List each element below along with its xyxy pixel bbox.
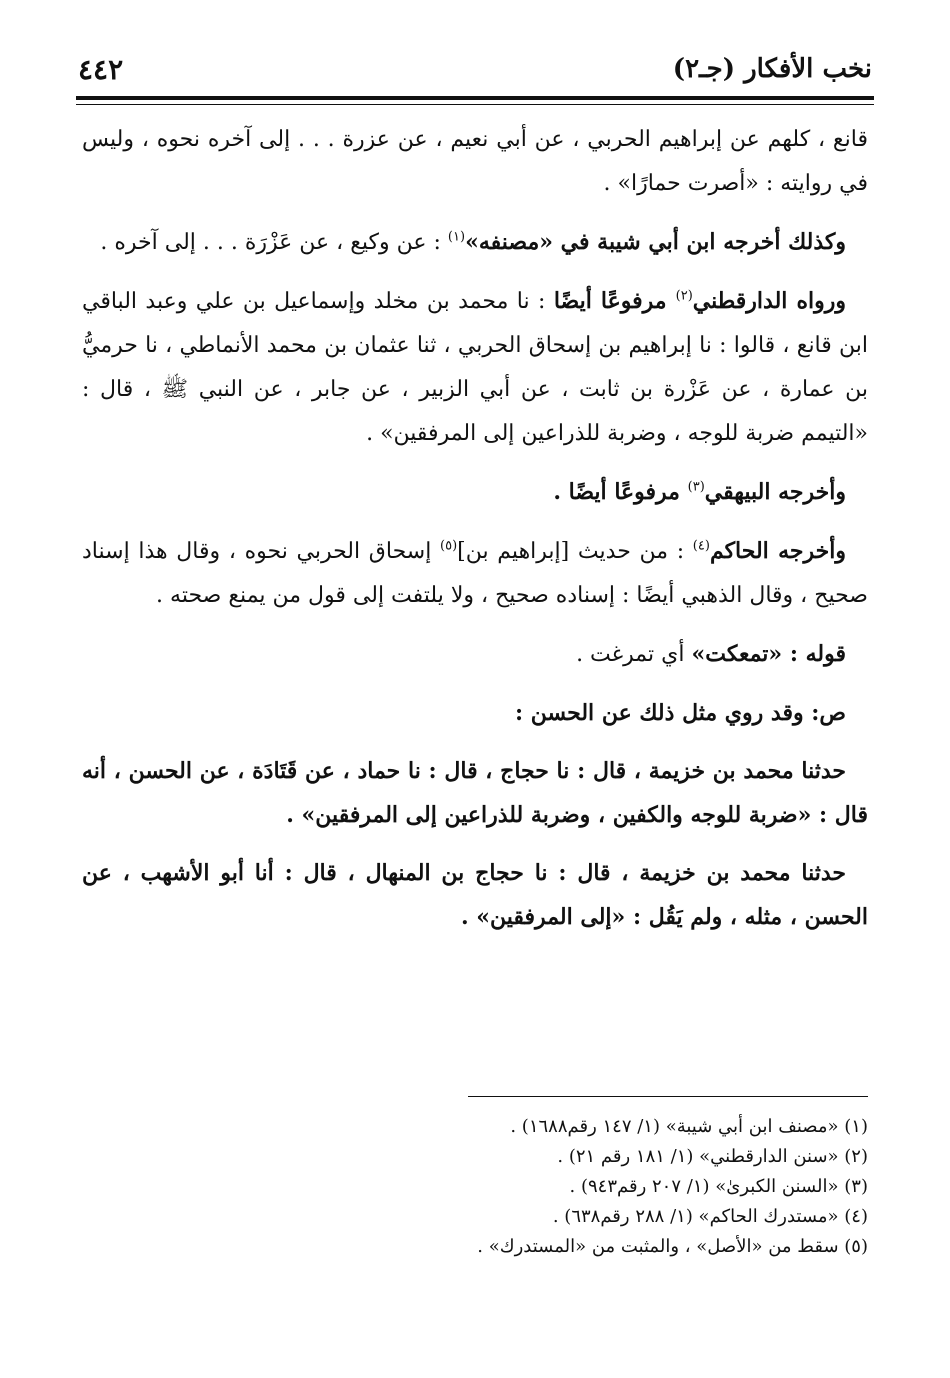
footnote-ref-5: (٥): [440, 538, 458, 554]
paragraph-1-text: قانع ، كلهم عن إبراهيم الحربي ، عن أبي نعيم ، عن عزرة . . . إلى آخره نحوه ، وليس في روايته : «أصرت حمارًا» .: [82, 127, 868, 196]
paragraph-2: [82, 220, 868, 265]
page-header: [78, 44, 872, 94]
paragraph-1: [82, 118, 868, 206]
paragraph-4: [82, 470, 868, 515]
paragraph-3-rest: : نا محمد بن مخلد وإسماعيل بن علي وعبد الباقي ابن قانع ، قالوا : نا إبراهيم بن إسحاق الحربي ، ثنا عثمان بن محمد الأنماطي ، نا حرميُّ بن عمارة ، عن عَزْرة بن ثابت ، عن أبي الزبير ، عن جابر ، عن النبي ﷺ ، قال : «التيمم ضربة للوجه ، وضربة للذراعين إلى المرفقين» .: [82, 289, 868, 446]
paragraph-8-text: حدثنا محمد بن خزيمة ، قال : نا حجاج ، قال : نا حماد ، عن قَتَادَة ، عن الحسن ، أنه قال : «ضربة للوجه والكفين ، وضربة للذراعين إلى المرفقين» .: [82, 758, 868, 828]
paragraph-3-bold-2: مرفوعًا أيضًا: [553, 288, 676, 314]
footnote-ref-3: (٣): [687, 479, 705, 495]
book-title: نخب الأفكار (جـ٢): [672, 54, 872, 84]
footnote-separator: [468, 1096, 868, 1097]
paragraph-4-bold-1: وأخرجه البيهقي: [704, 479, 846, 505]
paragraph-6-rest: أي تمرغت .: [576, 642, 692, 667]
footnote-4: (٤) «مستدرك الحاكم» (١/ ٢٨٨ رقم٦٣٨) .: [552, 1206, 868, 1227]
paragraph-5-mid: : من حديث [إبراهيم بن]: [457, 539, 693, 564]
footnote-ref-2: (٢): [675, 288, 693, 304]
paragraph-4-bold-2: مرفوعًا أيضًا .: [553, 479, 688, 505]
paragraph-2-bold: وكذلك أخرجه ابن أبي شيبة في «مصنفه»: [465, 229, 846, 255]
header-rule-thick: [76, 96, 874, 100]
paragraph-9-text: حدثنا محمد بن خزيمة ، قال : نا حجاج بن المنهال ، قال : أنا أبو الأشهب ، عن الحسن ، مثله ، ولم يَقُل : «إلى المرفقين» .: [82, 860, 868, 930]
paragraph-5-rest: إسحاق الحربي نحوه ، وقال هذا إسناد صحيح ، وقال الذهبي أيضًا : إسناده صحيح ، ولا يلتفت إلى قول من يمنع صحته .: [82, 539, 868, 608]
paragraph-3-bold-1: ورواه الدارقطني: [692, 288, 846, 314]
footnote-2: (٢) «سنن الدارقطني» (١/ ١٨١ رقم ٢١) .: [557, 1146, 868, 1167]
footnote-ref-1: (١): [447, 229, 466, 245]
footnote-1: (١) «مصنف ابن أبي شيبة» (١/ ١٤٧ رقم١٦٨٨) .: [510, 1116, 868, 1137]
main-text: [82, 118, 868, 953]
paragraph-6-bold: قوله : «تمعكت»: [691, 641, 846, 667]
paragraph-6: [82, 632, 868, 677]
footnote-3: (٣) «السنن الكبرىٰ» (١/ ٢٠٧ رقم٩٤٣) .: [569, 1176, 868, 1197]
paragraph-9: [82, 851, 868, 939]
paragraph-2-rest: : عن وكيع ، عن عَزْرَة . . . إلى آخره .: [100, 230, 448, 255]
footnote-5: (٥) سقط من «الأصل» ، والمثبت من «المستدرك» .: [477, 1236, 868, 1257]
page-number: ٤٤٢: [78, 52, 124, 86]
paragraph-7-text: ص: وقد روي مثل ذلك عن الحسن :: [515, 700, 846, 726]
footnotes: [82, 1112, 868, 1262]
paragraph-3: [82, 279, 868, 456]
paragraph-5: [82, 529, 868, 618]
paragraph-8: [82, 749, 868, 837]
paragraph-7: [82, 691, 868, 735]
footnote-ref-4: (٤): [692, 538, 710, 554]
paragraph-5-bold: وأخرجه الحاكم: [709, 538, 846, 564]
header-rule-thin: [76, 104, 874, 105]
